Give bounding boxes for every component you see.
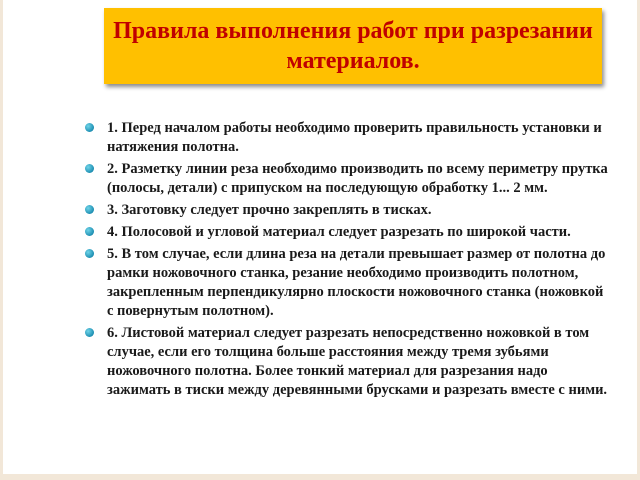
list-item — [85, 201, 613, 220]
bullet-icon — [85, 123, 94, 132]
list-item-text: 2. Разметку линии реза необходимо производить по всему периметру прутка (полосы, детали) с припуском на последующую обработку 1... 2 мм. — [107, 161, 608, 196]
bullet-icon — [85, 164, 94, 173]
slide-title: Правила выполнения работ при разрезании материалов. — [113, 18, 593, 74]
title-banner — [104, 8, 602, 84]
bullet-icon — [85, 328, 94, 337]
list-item — [85, 119, 613, 157]
bullet-icon — [85, 205, 94, 214]
bullet-icon — [85, 249, 94, 258]
list-item — [85, 245, 613, 321]
list-item — [85, 223, 613, 242]
list-item — [85, 324, 613, 400]
rules-list — [85, 119, 613, 403]
bullet-icon — [85, 227, 94, 236]
list-item-text: 6. Листовой материал следует разрезать непосредственно ножовкой в том случае, если его толщина больше расстояния между тремя зубьями ножовочного полотна. Более тонкий материал для разрезания надо зажимать в тиски между деревянными брусками и разрезать вместе с ними. — [107, 325, 608, 398]
list-item-text: 4. Полосовой и угловой материал следует разрезать по широкой части. — [107, 224, 571, 240]
list-item-text: 3. Заготовку следует прочно закреплять в тисках. — [107, 202, 432, 218]
list-item-text: 5. В том случае, если длина реза на детали превышает размер от полотна до рамки ножовочного станка, резание необходимо производить полотном, закрепленным перпендикулярно плоскости ножовочного станка (ножовкой с повернутым полотном). — [107, 246, 606, 319]
list-item — [85, 160, 613, 198]
list-item-text: 1. Перед началом работы необходимо проверить правильность установки и натяжения полотна. — [107, 120, 602, 155]
